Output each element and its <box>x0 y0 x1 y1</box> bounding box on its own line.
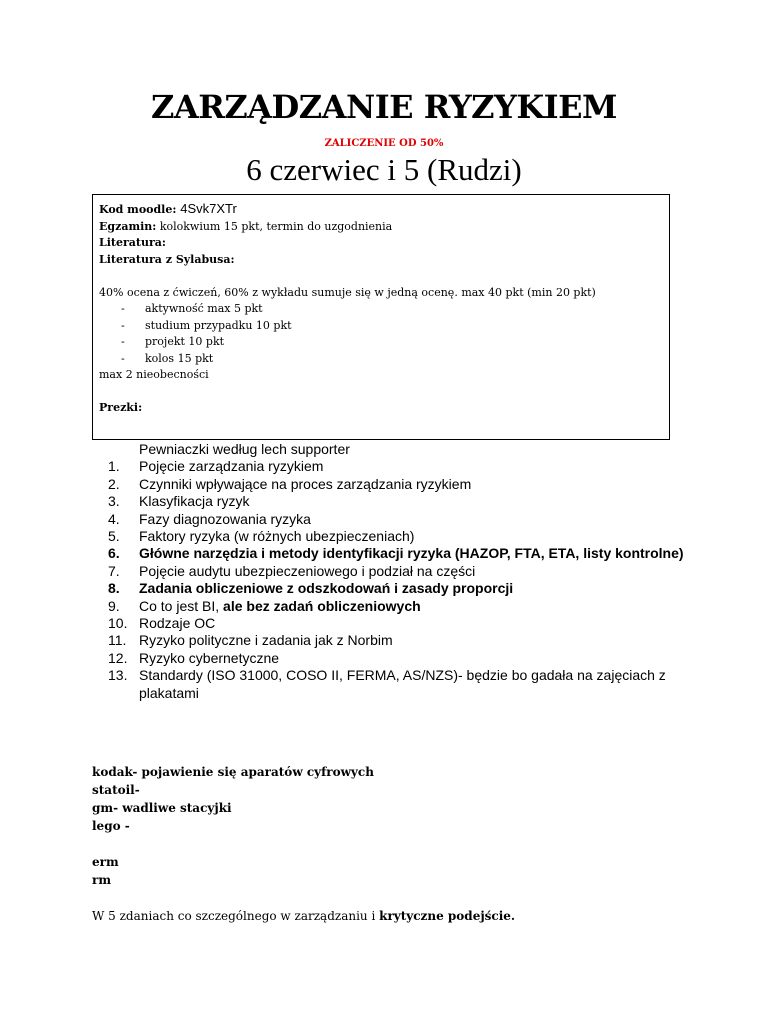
item-text: Klasyfikacja ryzyk <box>139 493 250 510</box>
list-item <box>108 511 698 528</box>
item-text: Pojęcie audytu ubezpieczeniowego i podział na części <box>139 562 476 579</box>
grading-item <box>99 301 669 318</box>
list-item <box>108 458 698 475</box>
item-number: 5. <box>108 528 120 545</box>
item-text: Ryzyko polityczne i zadania jak z Norbim <box>139 632 393 649</box>
list-item <box>108 563 698 580</box>
grading-item <box>99 318 669 335</box>
note-erm: erm <box>92 855 119 869</box>
note-gm: gm- wadliwe stacyjki <box>92 801 232 815</box>
grading-item-text: projekt 10 pkt <box>145 335 225 348</box>
note-final <box>92 907 712 925</box>
item-text: Standardy (ISO 31000, COSO II, FERMA, AS/NZS)- będzie bo gadała na zajęciach z plakatami <box>139 667 666 701</box>
literature-label: Literatura: <box>99 236 166 249</box>
list-item <box>108 545 698 562</box>
item-number: 2. <box>108 475 120 492</box>
exam-topics-list <box>108 441 698 702</box>
note-final-emphasis: krytyczne podejście. <box>379 909 516 923</box>
item-text: Czynniki wpływające na proces zarządzania ryzykiem <box>139 475 472 492</box>
schedule-heading: 6 czerwiec i 5 (Rudzi) <box>246 152 522 187</box>
bullet-dash: - <box>121 302 125 315</box>
item-text-emphasis: ale bez zadań obliczeniowych <box>223 597 421 614</box>
bullet-dash: - <box>121 335 125 348</box>
list-item <box>108 615 698 632</box>
grading-item-text: kolos 15 pkt <box>145 351 214 365</box>
list-item <box>108 632 698 649</box>
item-text: Rodzaje OC <box>139 615 216 632</box>
item-number: 1. <box>108 458 120 475</box>
moodle-code-line <box>99 201 669 219</box>
list-item <box>108 580 698 597</box>
syllabus-literature-label: Literatura z Sylabusa: <box>99 252 235 266</box>
item-number: 13. <box>108 667 128 684</box>
list-item <box>108 493 698 510</box>
note-rm: rm <box>92 873 112 887</box>
absence-rule: max 2 nieobecności <box>99 368 209 381</box>
case-notes <box>92 763 712 925</box>
item-text: Faktory ryzyka (w różnych ubezpieczeniach) <box>139 528 415 545</box>
grading-item-text: studium przypadku 10 pkt <box>145 318 292 332</box>
grading-item <box>99 351 669 368</box>
course-info-box <box>92 194 670 440</box>
item-number: 10. <box>108 615 128 632</box>
exam-value: kolokwium 15 pkt, termin do uzgodnienia <box>156 219 393 233</box>
item-number: 4. <box>108 510 120 527</box>
item-text: Pojęcie zarządzania ryzykiem <box>139 458 324 475</box>
moodle-label: Kod moodle: <box>99 203 181 216</box>
grading-rule: 40% ocena z ćwiczeń, 60% z wykładu sumuje się w jedną ocenę. max 40 pkt (min 20 pkt) <box>99 285 596 299</box>
note-lego: lego - <box>92 819 130 833</box>
note-statoil: statoil- <box>92 783 140 797</box>
exam-line <box>99 219 669 236</box>
note-kodak: kodak- pojawienie się aparatów cyfrowych <box>92 765 374 779</box>
pass-threshold-note: ZALICZENIE OD 50% <box>324 138 444 149</box>
note-final-part: W 5 zdaniach co szczególnego w zarządzaniu i <box>92 909 380 923</box>
list-item <box>108 667 698 702</box>
item-text: Fazy diagnozowania ryzyka <box>139 510 311 527</box>
bullet-dash: - <box>121 318 125 332</box>
list-item <box>108 598 698 615</box>
grading-item <box>99 334 669 351</box>
moodle-code: 4Svk7XTr <box>180 201 237 216</box>
exam-label: Egzamin: <box>99 219 157 233</box>
slides-label: Prezki: <box>99 401 143 414</box>
item-number: 9. <box>108 597 120 614</box>
item-text: Ryzyko cybernetyczne <box>139 649 280 666</box>
item-number: 8. <box>108 580 120 597</box>
bullet-dash: - <box>121 351 125 365</box>
grading-item-text: aktywność max 5 pkt <box>145 302 263 315</box>
item-number: 6. <box>108 545 120 562</box>
item-text: Zadania obliczeniowe z odszkodowań i zasady proporcji <box>139 580 514 597</box>
item-text: Główne narzędzia i metody identyfikacji ryzyka (HAZOP, FTA, ETA, listy kontrolne) <box>139 545 684 562</box>
item-number: 12. <box>108 649 128 666</box>
list-item <box>108 650 698 667</box>
item-number: 11. <box>108 632 127 649</box>
item-number: 3. <box>108 493 120 510</box>
list-item <box>108 528 698 545</box>
document-title: ZARZĄDZANIE RYZYKIEM <box>151 88 617 126</box>
item-number: 7. <box>108 562 120 579</box>
list-item <box>108 476 698 493</box>
topics-intro: Pewniaczki według lech supporter <box>139 441 350 457</box>
item-text: Co to jest BI, <box>139 597 224 614</box>
